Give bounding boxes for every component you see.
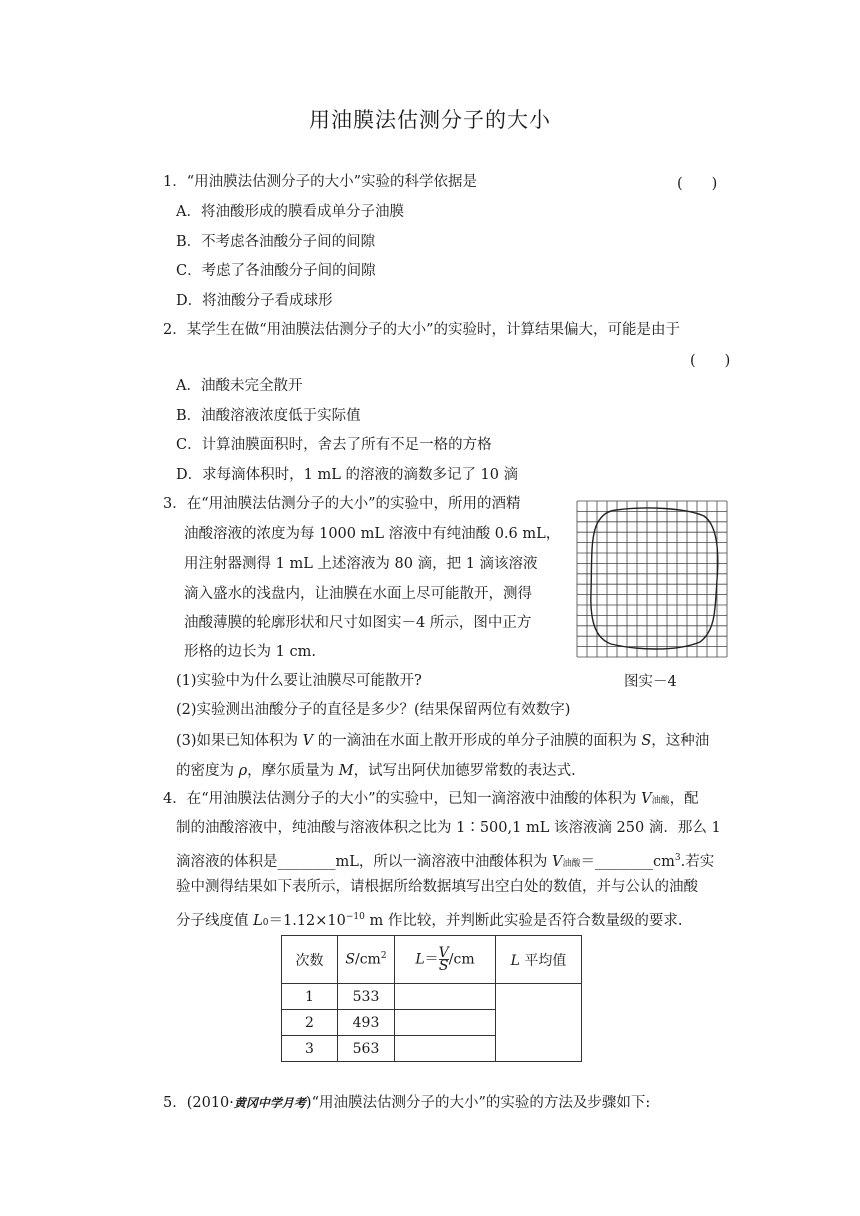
q2-answer-paren: ( ) [690,353,731,369]
figure-caption: 图实－4 [624,674,677,690]
q1-answer-paren: ( ) [677,176,718,192]
header-thickness: L＝ $\frac{V}{S}$ /cm [395,936,496,984]
oil-film-grid-figure [576,500,728,658]
q3-sub-question-3-line-1: (3)如果已知体积为 V 的一滴油在水面上散开形成的单分子油膜的面积为 S，这种油 [176,733,710,749]
row-3-count: 3 [282,1036,338,1062]
header-area: $S/cm^2$ [338,936,395,984]
q2-option-a: A．油酸未完全散开 [176,378,303,394]
q4-line-3: 滴溶液的体积是________mL，所以一滴溶液中油酸体积为 V油酸$=\_\_\_\_\_\_\_\_cm^3$.若实 [176,853,715,870]
q2-option-d: D．求每滴体积时，1 mL 的溶液的滴数多记了 10 滴 [176,467,519,483]
row-3-thickness-blank [395,1036,496,1062]
row-2-count: 2 [282,1010,338,1036]
q1-option-b: B．不考虑各油酸分子间的间隙 [176,234,376,250]
q2-stem: 2．某学生在做“用油膜法估测分子的大小”的实验时，计算结果偏大，可能是由于 [163,322,681,338]
row-2-area: 493 [338,1010,395,1036]
header-average: L 平均值 [496,936,582,984]
q2-option-b: B．油酸溶液浓度低于实际值 [176,408,361,424]
q1-option-a: A．将油酸形成的膜看成单分子油膜 [176,204,404,220]
q3-line-4: 滴入盛水的浅盘内，让油膜在水面上尽可能散开，测得 [184,586,532,602]
q3-line-3: 用注射器测得 1 mL 上述溶液为 80 滴，把 1 滴该溶液 [184,556,538,572]
q3-line-5: 油酸薄膜的轮廓形状和尺寸如图实－4 所示，图中正方 [184,615,532,631]
q5-stem: 5．(2010·黄冈中学月考)“用油膜法估测分子的大小”的实验的方法及步骤如下: [163,1095,651,1111]
q3-line-1: 3．在“用油膜法估测分子的大小”的实验中，所用的酒精 [163,496,521,512]
q3-sub-question-1: (1)实验中为什么要让油膜尽可能散开? [176,673,422,689]
q3-sub-question-2: (2)实验测出油酸分子的直径是多少？(结果保留两位有效数字) [176,702,571,718]
q4-line-1: 4．在“用油膜法估测分子的大小”的实验中，已知一滴溶液中油酸的体积为 V油酸，配 [163,791,699,807]
average-blank [496,984,582,1062]
q3-line-6: 形格的边长为 1 cm. [184,644,316,660]
results-table [281,935,582,1062]
row-2-thickness-blank [395,1010,496,1036]
q1-option-d: D．将油酸分子看成球形 [176,293,333,309]
q1-stem: 1．“用油膜法估测分子的大小”实验的科学依据是 [163,174,478,190]
table-row [282,984,582,1010]
q3-line-2: 油酸溶液的浓度为每 1000 mL 溶液中有纯油酸 0.6 mL， [184,526,561,542]
table-header-row [282,936,582,984]
q4-line-2: 制的油酸溶液中，纯油酸与溶液体积之比为 1∶500,1 mL 该溶液滴 250 滴．那么 1 [176,820,721,836]
page-title: 用油膜法估测分子的大小 [309,108,551,132]
row-1-thickness-blank [395,984,496,1010]
q1-option-c: C．考虑了各油酸分子间的间隙 [176,263,376,279]
q3-sub-question-3-line-2: 的密度为 ρ，摩尔质量为 M，试写出阿伏加德罗常数的表达式. [176,763,576,779]
row-1-area: 533 [338,984,395,1010]
row-3-area: 563 [338,1036,395,1062]
q4-line-5: 分子线度值 $L0=1.12\times 10^{-10}$ m 作比较，并判断此实验是否符合数量级的要求. [176,912,683,929]
header-count: 次数 [282,936,338,984]
oil-film-outline [591,508,718,649]
q4-line-4: 验中测得结果如下表所示，请根据所给数据填写出空白处的数值，并与公认的油酸 [176,879,698,895]
row-1-count: 1 [282,984,338,1010]
q2-option-c: C．计算油膜面积时，舍去了所有不足一格的方格 [176,437,492,453]
